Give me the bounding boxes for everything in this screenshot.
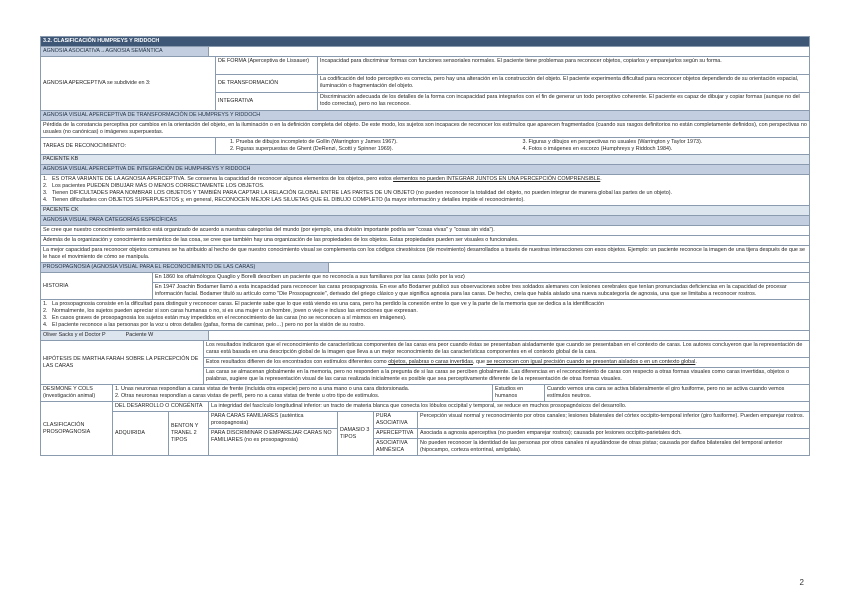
list-item: 4. Tienen dificultades con OBJETOS SUPERPUESTOS y, en general, RECONOCEN MEJOR LAS SILUETAS QUE EL DIBUJO COMPLETO (la mayor información y detalles impide el reconocimiento). xyxy=(43,197,525,203)
oliver-sacks-row: Oliver Sacks y el Doctor P Paciente W xyxy=(41,331,209,340)
desimone-right: Cuando vemos una cara se activa bilateralmente el giro fusiforme, pero no se activa cuando vemos estímulos neutros. xyxy=(545,385,809,401)
patient-kb: PACIENTE KB xyxy=(41,155,809,164)
list-item: 3. Tienen DIFICULTADES PARA NOMBRAR LOS OBJETOS Y TAMBIÉN PARA CAPTAR LA RELACIÓN GLOBAL ENTRE LAS PARTES DE UN OBJETO (no pueden reconocer la totalidad del objeto, no pueden integrar de manera global las partes de un objeto). xyxy=(43,190,672,196)
integrativa-name: INTEGRATIVA xyxy=(216,93,318,110)
prosopagnosia-list xyxy=(41,300,809,330)
section-title: 3.2. CLASIFICACIÓN HUMPREYS Y RIDDOCH xyxy=(41,37,809,46)
patient-ck: PACIENTE CK xyxy=(41,206,809,215)
list-item: 4. El paciente reconoce a las personas por la voz u otros detalles (gafas, forma de caminar, pelo…) pero no por la visión de su rostro. xyxy=(43,322,365,328)
tareas-list xyxy=(216,138,809,154)
damasio-label: DAMASIO 3 TIPOS xyxy=(338,412,374,455)
forma-desc: Incapacidad para discriminar formas con funciones sensoriales normales. El paciente tiene problemas para reconocer objetos, copiarlos y emparejarlos según su forma. xyxy=(318,57,809,74)
estudios-humanos: Estudios en humanos xyxy=(493,385,545,401)
list-item: 3. En casos graves de prosopagnosia los sujetos están muy impedidos en el reconocimiento de las caras (no se reconocen a sí mismos en imágenes). xyxy=(43,315,407,321)
adquirida-label: ADQUIRIDA xyxy=(113,412,169,455)
patient-w: Paciente W xyxy=(125,332,154,338)
transformacion-text: Pérdida de la constancia perceptiva por cambios en la orientación del objeto, en la iluminación o en la definición completa del objeto. De este modo, los sujetos son incapaces de reconocer los estímulos que aparecen fragmentados (cuando sus rasgos definitorios no están completamente definidos), con perspectivas no usuales (no canónicas) o imágenes superpuestas. xyxy=(41,121,809,137)
benton-label: BENTON Y TRANEL 2 TIPOS xyxy=(169,412,209,455)
desimone-list: 1. Unas neuronas respondían a caras vistas de frente (incluida otra especie) pero no a una mano o una cara distorsionada. 2. Otras neuronas respondían a caras vistas de perfil, pero no a caras vistas de frente u otro tipo de estímulos. xyxy=(113,385,493,401)
clasificacion-label: CLASIFICACIÓN PROSOPAGNOSIA xyxy=(41,402,113,455)
aperceptiva-label: AGNOSIA APERCEPTIVA se subdivide en 3: xyxy=(41,57,216,110)
categorias-p3: La mejor capacidad para reconocer objetos comunes se ha atribuido al hecho de que nuestro conocimiento visual se complementa con los códigos cinestésicos (de movimiento) desarrollados a través de nuestras interacciones con esos objetos. Ejemplo: un paciente reconoce la imagen de una tijera después de que se le hace el movimiento de cómo se manipula. xyxy=(41,246,809,262)
categorias-header: AGNOSIA VISUAL PARA CATEGORÍAS ESPECÍFICAS xyxy=(41,216,809,225)
integracion-header: AGNOSIA VISUAL APERCEPTIVA DE INTEGRACIÓN DE HUMPHREYS Y RIDDOCH xyxy=(41,165,809,174)
hipotesis-label: HIPÓTESIS DE MARTHA FARAH SOBRE LA PERCEPCIÓN DE LAS CARAS xyxy=(41,341,204,384)
list-item: 2. Los pacientes PUEDEN DIBUJAR MÁS O MENOS CORRECTAMENTE LOS OBJETOS. xyxy=(43,183,265,189)
desarrollo-label: DEL DESARROLLO O CONGÉNITA xyxy=(113,402,209,411)
integrativa-desc: Discriminación adecuada de los detalles de la forma con incapacidad para integrarlos con el fin de generar un todo perceptivo coherente. El paciente es capaz de dibujar y copiar formas (aunque no del todo correctas), pero no las reconoce. xyxy=(318,93,809,110)
list-item: 1. La prosopagnosia consiste en la dificultad para distinguir y reconocer caras. El paciente sabe que lo que está viendo es una cara, pero ha perdido la conexión entre lo que ve y la parte de la memoria que se dedica a la identificación xyxy=(43,301,604,307)
tarea-item: 4. Fotos o imágenes en escorzo (Humphreys y Riddoch 1984). xyxy=(522,146,673,152)
title-row xyxy=(40,36,810,47)
prosopagnosia-header: PROSOPAGNOSIA (AGNOSIA VISUAL PARA EL RECONOCIMIENTO DE LAS CARAS) xyxy=(41,263,329,272)
categorias-p1: Se cree que nuestro conocimiento semántico está organizado de acuerdo a nuestras categorías del mundo (por ejemplo, una división importante podría ser "cosas vivas" y "cosas sin vida"). xyxy=(41,226,809,235)
tarea-item: 3. Figuras y dibujos en perspectivas no usuales (Warrington y Taylor 1973). xyxy=(522,139,703,145)
benton-item: PARA DISCRIMINAR O EMPAREJAR CARAS NO FAMILIARES (no es prosopagnosia) xyxy=(211,430,332,443)
aperceptiva-block xyxy=(40,57,810,111)
categorias-p2: Además de la organización y conocimiento semántico de las cosa, se cree que también hay una organización de las propiedades de los objetos. Estas propiedades pueden ser visuales o funcionales. xyxy=(41,236,809,245)
desarrollo-desc: La integridad del fascículo longitudinal inferior: un tracto de materia blanca que conecta los lóbulos occipital y temporal, se reduce en muchos prosopagnósicos del desarrollo. xyxy=(209,402,809,411)
benton-item: PARA CARAS FAMILIARES (auténtica prosopagnosia) xyxy=(209,412,337,429)
tareas-label: TAREAS DE RECONOCIMIENTO: xyxy=(41,138,216,154)
damasio-desc: No pueden reconocer la identidad de las personas por otros canales ni ayudándose de otras pistas; causada por daños bilaterales del temporal anterior (hipocampo, corteza entorrinal, amígdala). xyxy=(418,439,809,455)
damasio-desc: Percepción visual normal y reconocimiento por otros canales; lesiones bilaterales del córtex occipito-temporal inferior (giro fusiforme). Pueden emparejar rostros. xyxy=(418,412,809,428)
list-item: 2. Normalmente, los sujetos pueden apreciar si son caras humanas o no, si es una mujer o un hombre, joven o viejo e incluso las emociones que expresan. xyxy=(43,308,418,314)
transformacion-name: DE TRANSFORMACIÓN xyxy=(216,75,318,92)
damasio-type: PURA ASOCIATIVA xyxy=(374,412,418,428)
historia-1: En 1860 los oftalmólogos Quaglio y Borelli describen un paciente que no reconocía a sus familiares por las caras (sólo por la voz) xyxy=(153,273,809,283)
damasio-type: APERCEPTIVA xyxy=(374,429,418,438)
integracion-list xyxy=(41,175,809,205)
historia-label: HISTORIA xyxy=(41,273,153,299)
damasio-type: ASOCIATIVA AMNÉSICA xyxy=(374,439,418,455)
page-number: 2 xyxy=(799,578,804,587)
damasio-desc: Asociada a agnosia aperceptiva (no pueden emparejar rostros); causada por lesiones occípito-parietales dch. xyxy=(418,429,809,438)
forma-name: DE FORMA (Aperceptiva de Lissauer) xyxy=(216,57,318,74)
summary-table xyxy=(40,36,810,456)
hipotesis-p3: Las caras se almacenan globalmente en la memoria, pero no responden a la pregunta de si las caras se perciben globalmente. Las diferencias en el reconocimiento de caras con respecto a otras formas visuales como caras invertidas, objetos o palabras, sugiere que la representación visual de las caras realizada inicialmente es posible que sea perceptivamente diferente de la representación de otras formas visuales. xyxy=(206,369,790,382)
tarea-item: 1. Prueba de dibujos incompleto de Gollin (Warrington y James 1967). xyxy=(230,139,398,145)
historia-2: En 1947 Joachin Bodamer llamó a esta incapacidad para reconocer las caras prosopagnosia. En ese año Bodamer publicó sus observaciones sobre tres soldados alemanes con lesiones cerebrales que tenían pronunciadas deficiencias en la capacidad de procesar información facial. Bodamer tituló su artículo como "Die Prosopagnosie", derivado del griego clásico y que significa agnosia para las caras. De hecho, creía que había aislado una nueva subcategoría de agnosia, una que se limitaba a reconocer rostros. xyxy=(155,284,787,297)
list-item: 1. ES OTRA VARIANTE DE LA AGNOSIA APERCEPTIVA. Se conserva la capacidad de reconocer algunos elementos de los objetos, pero estos elementos no pueden INTEGRAR JUNTOS EN UNA PERCEPCIÓN COMPRENSIBLE. xyxy=(43,176,602,182)
tarea-item: 2. Figuras superpuestas de Ghent (DeRenzi, Scotti y Spinner 1969). xyxy=(230,146,394,152)
asociativa-row xyxy=(40,47,810,57)
transformacion-desc: La codificación del todo perceptivo es correcta, pero hay una alteración en la construcción del objeto. El paciente experimenta dificultad para reconocer objetos dependiendo de su orientación espacial, iluminación o fragmentación del objeto. xyxy=(318,75,809,92)
desimone-label: DESIMONE Y COLS (investigación animal) xyxy=(41,385,113,401)
asociativa-header: AGNOSIA ASOCIATIVA→AGNOSIA SEMÁNTICA xyxy=(41,47,209,56)
hipotesis-p2: Estos resultados difieren de los encontrados con estímulos diferentes como objetos, palabras o caras invertidas, que se reconocen con igual precisión cuando se presentan aislados o en un contexto global. xyxy=(204,358,809,368)
clasificacion-block xyxy=(40,402,810,456)
hipotesis-p1: Los resultados indicaron que el reconocimiento de características componentes de las caras era peor cuando éstas se presentaban aisladamente que cuando se presentaban en el contexto de caras. Los autores concluyeron que la representación de caras está basada en una descripción global de la imagen que lleva a un mejor reconocimiento de las características componentes en el contexto global de la cara. xyxy=(204,341,809,358)
transformacion-header: AGNOSIA VISUAL APERCEPTIVA DE TRANSFORMACIÓN DE HUMPREYS Y RIDDOCH xyxy=(41,111,809,120)
